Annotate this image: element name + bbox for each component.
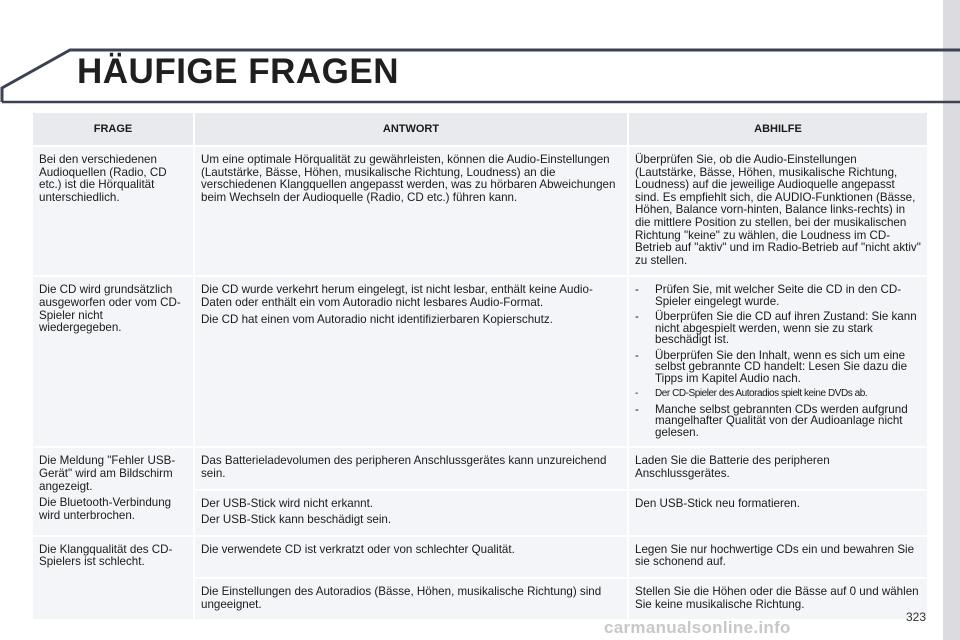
frage-text: Die CD wird grundsätzlich ausgeworfen oder vom CD-Spieler nicht wiedergegeben. [39,283,181,335]
header-abhilfe: ABHILFE [628,113,927,146]
antwort-text: Der USB-Stick wird nicht erkannt. [201,496,374,510]
abhilfe-cell [628,578,927,620]
abhilfe-cell [628,146,927,276]
frage-text: Die Meldung "Fehler USB-Gerät" wird am Bildschirm angezeigt. [39,454,176,493]
frage-cell [33,447,194,535]
antwort-text: Das Batterieladevolumen des peripheren Anschlussgerätes kann unzureichend sein. [201,454,607,480]
list-item: - Überprüfen Sie die CD auf ihren Zustand: Sie kann nicht abgespielt werden, wenn sie zu stark beschädigt ist. [635,311,921,346]
antwort-text: Die verwendete CD ist verkratzt oder von schlechter Qualität. [201,542,515,556]
frage-cell [33,536,194,620]
table-row [33,276,927,447]
list-item: - Manche selbst gebrannten CDs werden aufgrund mangelhafter Qualität von der Audioanlage nicht gelesen. [635,404,921,439]
antwort-cell [194,447,628,489]
list-item: - Prüfen Sie, mit welcher Seite die CD in den CD-Spieler eingelegt wurde. [635,284,921,307]
abhilfe-cell [628,447,927,489]
header-antwort: ANTWORT [194,113,628,146]
faq-table [33,113,927,621]
antwort-cell [194,578,628,620]
abhilfe-text: Stellen Sie die Höhen oder die Bässe auf 0 und wählen Sie keine musikalische Richtung. [635,584,919,611]
frage-text: Die Klangqualität des CD-Spielers ist schlecht. [39,542,173,569]
antwort-cell [194,276,628,447]
page-title: HÄUFIGE FRAGEN [77,52,399,91]
table-row [33,536,927,578]
frage-text: Die Bluetooth-Verbindung wird unterbrochen. [39,496,172,522]
antwort-cell [194,490,628,536]
abhilfe-text: Legen Sie nur hochwertige CDs ein und bewahren Sie sie schonend auf. [635,542,915,569]
abhilfe-text: Überprüfen Sie, ob die Audio-Einstellungen (Lautstärke, Bässe, Höhen, musikalische Richtung, Loudness) auf die jeweilige Audioquelle angepasst sind. Es empfiehlt sich, die AUDIO-Funktionen (Bässe, Höhen, Balance vorn-hinten, Balance links-rechts) in die mittlere Position zu stellen, bei der musikalischen Richtung "keine" zu wählen, die Loudness im CD-Betrieb auf "aktiv" und im Radio-Betrieb auf "nicht aktiv" zu stellen. [635,153,921,267]
frage-text: Bei den verschiedenen Audioquellen (Radio, CD etc.) ist die Hörqualität unterschiedlich. [39,153,167,204]
antwort-text: Die CD wurde verkehrt herum eingelegt, ist nicht lesbar, enthält keine Audio-Daten oder enthält ein vom Autoradio nicht lesbares Audio-Format. [201,283,593,309]
table-row [33,146,927,276]
list-item: - Der CD-Spieler des Autoradios spielt keine DVDs ab. [635,388,921,400]
antwort-text: Der USB-Stick kann beschädigt sein. [201,513,392,527]
abhilfe-list [635,284,921,438]
table-row [33,447,927,489]
antwort-cell [194,146,628,276]
abhilfe-text: Den USB-Stick neu formatieren. [635,496,800,510]
page-number: 323 [906,610,927,624]
frage-cell [33,146,194,276]
antwort-cell [194,536,628,578]
abhilfe-cell [628,276,927,447]
watermark: carmanualsonline.info [604,618,791,637]
abhilfe-text: Laden Sie die Batterie des peripheren Anschlussgerätes. [635,454,830,480]
antwort-text: Um eine optimale Hörqualität zu gewährleisten, können die Audio-Einstellungen (Lautstärke, Bässe, Höhen, musikalische Richtung, Loudness) an die verschiedenen Klangquellen angepasst werden, was zu hörbaren Abweichungen beim Wechseln der Audioquelle (Radio, CD etc.) führen kann. [201,153,616,204]
list-item: - Überprüfen Sie den Inhalt, wenn es sich um eine selbst gebrannte CD handelt: Lesen Sie dazu die Tipps im Kapitel Audio nach. [635,350,921,385]
antwort-text: Die Einstellungen des Autoradios (Bässe, Höhen, musikalische Richtung) sind ungeeignet. [201,584,602,611]
header-frage: FRAGE [33,113,194,146]
frage-cell [33,276,194,447]
abhilfe-cell [628,536,927,578]
antwort-text: Die CD hat einen vom Autoradio nicht identifizierbaren Kopierschutz. [201,312,553,326]
table-header-row [33,113,927,146]
abhilfe-cell [628,490,927,536]
